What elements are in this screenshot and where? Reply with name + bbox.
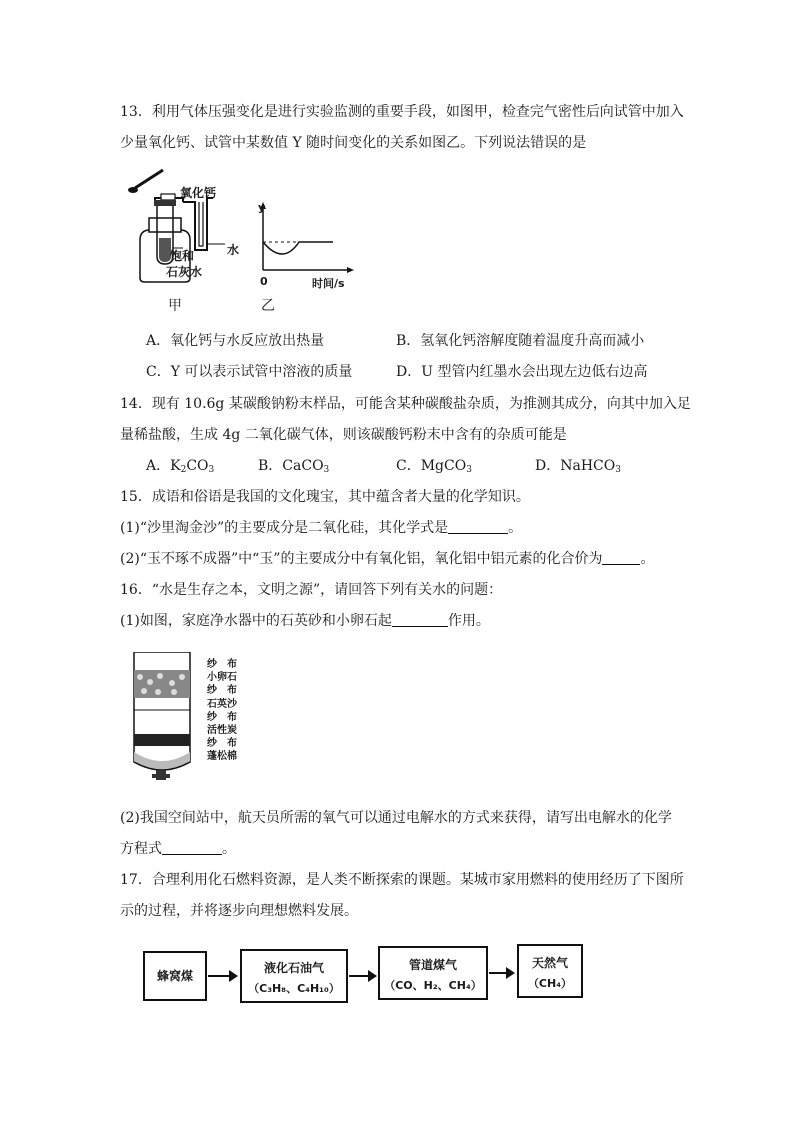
filter-layer: 纱 布 [207, 711, 237, 723]
flow-box-natural-gas: 天然气 （CH₄） [517, 944, 583, 998]
water-filter-figure [128, 652, 208, 792]
filter-layer: 纱 布 [207, 685, 237, 697]
filter-layer: 蓬松棉 [207, 751, 237, 763]
caption-yi: 乙 [261, 298, 275, 314]
q17-stem-line1: 17．合理利用化石燃料资源，是人类不断探索的课题。某城市家用燃料的使用经历了下图所 [120, 872, 684, 888]
q16-part2-line2: 方程式 。 [120, 841, 236, 857]
q16-part2-line1: (2)我国空间站中，航天员所需的氧气可以通过电解水的方式来获得，请写出电解水的化学 [120, 810, 672, 826]
flow-box-honeycomb-coal: 蜂窝煤 [143, 951, 207, 1001]
q16-part1: (1)如图，家庭净水器中的石英砂和小卵石起 作用。 [120, 613, 490, 629]
liquid-label-1: 饱和 [170, 249, 195, 263]
q17-stem-line2: 示的过程，并将逐步向理想燃料发展。 [120, 903, 358, 919]
water-label: 水 [227, 243, 240, 257]
q15-part2: (2)“玉不琢不成器”中“玉”的主要成分中有氧化铝，氧化铝中铝元素的化合价为 。 [120, 551, 655, 567]
filter-layer: 小卵石 [207, 672, 237, 684]
reagent-label: 氧化钙 [180, 186, 217, 200]
q14-stem-line2: 量稀盐酸，生成 4g 二氧化碳气体，则该碳酸钙粉末中含有的杂质可能是 [120, 427, 567, 443]
q14-stem-line1: 14．现有 10.6g 某碳酸钠粉末样品，可能含某种碳酸盐杂质，为推测其成分，向其中加入足 [120, 396, 691, 412]
q15-blank1[interactable] [448, 519, 508, 534]
q14-option-c[interactable]: C．MgCO$_3$ [396, 458, 472, 475]
flow-arrow-1 [208, 975, 236, 977]
q14-option-d[interactable]: D．NaHCO$_3$ [535, 458, 621, 475]
filter-layer: 活性炭 [207, 725, 237, 737]
q14-option-a[interactable]: A．$K_2CO_3$ [146, 458, 215, 475]
q16-blank1[interactable] [392, 612, 448, 627]
filter-layer: 纱 布 [207, 738, 237, 750]
flow-box-lpg: 液化石油气 （C₃H₈、C₄H₁₀） [240, 949, 348, 1003]
q15-part1: (1)“沙里淘金沙”的主要成分是二氧化硅，其化学式是 。 [120, 520, 523, 536]
q14-option-b[interactable]: B．CaCO$_3$ [258, 458, 330, 475]
graph-origin-label: 0 [260, 275, 268, 288]
q13-option-c[interactable]: C．Y 可以表示试管中溶液的质量 [146, 364, 353, 380]
graph-y-label: y [258, 201, 266, 214]
q13-option-a[interactable]: A．氧化钙与水反应放出热量 [146, 333, 325, 349]
flow-box-pipeline-gas: 管道煤气 （CO、H₂、CH₄） [378, 946, 488, 1000]
q16-blank2[interactable] [162, 840, 222, 855]
q15-blank2[interactable] [602, 550, 640, 565]
q13-option-b[interactable]: B．氢氧化钙溶解度随着温度升高而减小 [396, 333, 645, 349]
filter-layer: 石英沙 [207, 698, 237, 710]
q13-stem-line2: 少量氧化钙、试管中某数值 Y 随时间变化的关系如图乙。下列说法错误的是 [120, 135, 587, 151]
q15-intro: 15．成语和俗语是我国的文化瑰宝，其中蕴含者大量的化学知识。 [120, 489, 530, 505]
q13-stem-line1: 13．利用气体压强变化是进行实验监测的重要手段，如图甲，检查完气密性后向试管中加入 [120, 104, 684, 120]
q16-intro: 16．“水是生存之本，文明之源”，请回答下列有关水的问题： [120, 582, 503, 598]
q13-graph-figure [255, 200, 355, 280]
flow-arrow-3 [489, 972, 513, 974]
liquid-label-2: 石灰水 [166, 265, 203, 279]
flow-arrow-2 [349, 975, 375, 977]
q13-option-d[interactable]: D．U 型管内红墨水会出现左边低右边高 [396, 364, 648, 380]
graph-x-label: 时间/s [312, 277, 345, 290]
filter-layer-labels [207, 658, 237, 764]
filter-layer: 纱 布 [207, 659, 237, 670]
caption-jia: 甲 [168, 298, 182, 314]
